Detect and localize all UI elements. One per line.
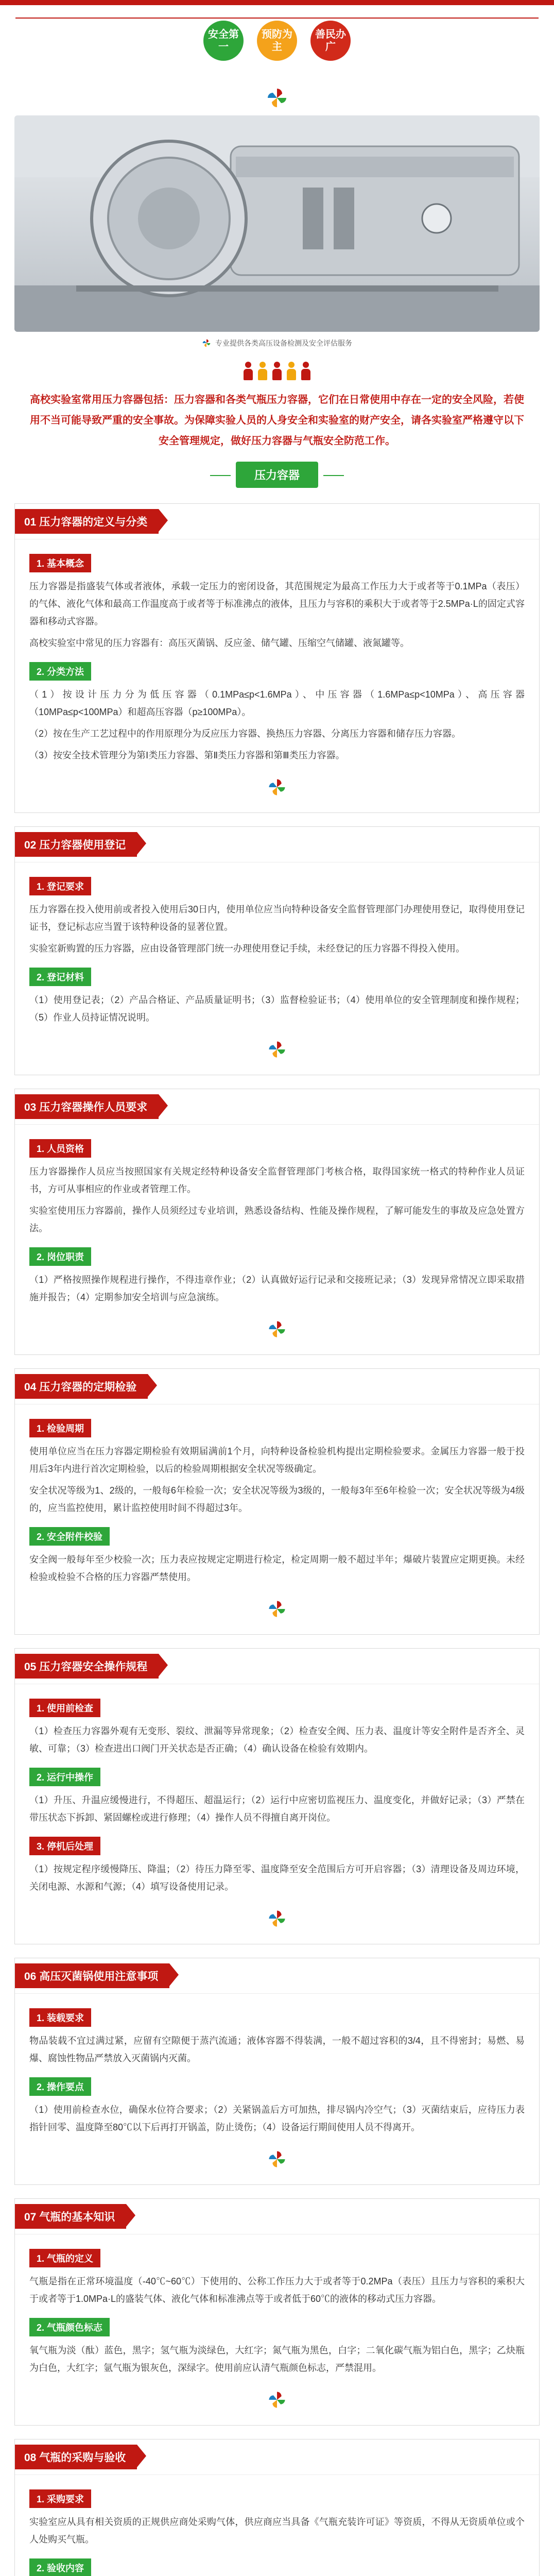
- autoclave-photo: [14, 115, 540, 332]
- section-header: [15, 504, 539, 539]
- subsection-label: 1. 基本概念: [29, 554, 91, 572]
- content-section: [14, 1368, 540, 1635]
- subsection-label: 1. 气瓶的定义: [29, 2249, 100, 2267]
- content-section: [14, 1648, 540, 1944]
- paragraph: 使用单位应当在压力容器定期检验有效期届满前1个月，向特种设备检验机构提出定期检验要求。金属压力容器一般于投用后3年内进行首次定期检验，以后的检验周期根据安全状况等级确定。: [29, 1446, 525, 1474]
- content-section: [14, 2198, 540, 2426]
- paragraph: （1）使用前检查水位，确保水位符合要求；（2）关紧锅盖后方可加热，排尽锅内冷空气；（3）灭菌结束后，应待压力表指针回零、温度降至80℃以下后再打开锅盖，防止烫伤；（4）设备运行期间使用人员不得离开。: [29, 2105, 525, 2132]
- pinwheel-icon: [267, 2149, 287, 2169]
- content-section: [14, 2439, 540, 2576]
- pinwheel-icon: [267, 1040, 287, 1059]
- section-header: [15, 1649, 539, 1684]
- subsection-label: 1. 使用前检查: [29, 1699, 100, 1717]
- person-icon: [272, 362, 282, 380]
- paragraph: 实验室使用压力容器前，操作人员须经过专业培训，熟悉设备结构、性能及操作规程，了解可能发生的事故及应急处置方法。: [29, 1206, 525, 1233]
- header-top-bar: [0, 0, 554, 5]
- ribbon-label: 压力容器: [236, 462, 318, 488]
- intro-text: 高校实验室常用压力容器包括：压力容器和各类气瓶压力容器，它们在日常使用中存在一定的安全风险，若使用不当可能导致严重的安全事故。为保障实验人员的人身安全和实验室的财产安全，请各实验室严格遵守以下安全管理规定，做好压力容器与气瓶安全防范工作。: [30, 394, 524, 447]
- paragraph: 气瓶是指在正常环境温度（-40℃~60℃）下使用的、公称工作压力大于或者等于0.2MPa（表压）且压力与容积的乘积大于或者等于1.0MPa·L的盛装气体、液化气体和标准沸点等于或者低于60℃的液体的移动式压力容器。: [29, 2276, 525, 2304]
- section-body: [15, 1404, 539, 1634]
- section-title: 02 压力容器使用登记: [15, 832, 137, 857]
- section-divider-logo: [29, 1590, 525, 1623]
- section-header: [15, 1958, 539, 1994]
- small-pinwheel-icon: [202, 338, 211, 348]
- pinwheel-icon: [267, 1909, 287, 1928]
- paragraph: 压力容器操作人员应当按照国家有关规定经特种设备安全监督管理部门考核合格，取得国家统一格式的特种作业人员证书，方可从事相应的作业或者管理工作。: [29, 1166, 525, 1194]
- subsection-label: 1. 检验周期: [29, 1419, 91, 1437]
- paragraph: （1）使用登记表；（2）产品合格证、产品质量证明书；（3）监督检验证书；（4）使用单位的安全管理制度和操作规程；（5）作业人员持证情况说明。: [29, 995, 525, 1023]
- person-icon: [258, 362, 267, 380]
- section-header: [15, 1369, 539, 1404]
- header-rule: [15, 18, 539, 19]
- pinwheel-icon: [267, 1599, 287, 1619]
- sections-container: [0, 503, 554, 2576]
- section-divider-logo: [29, 1900, 525, 1933]
- content-section: [14, 503, 540, 813]
- section-divider-logo: [29, 1310, 525, 1343]
- photo-caption: [0, 338, 554, 348]
- section-body: [15, 862, 539, 1075]
- section-divider-logo: [29, 2381, 525, 2414]
- section-divider-logo: [29, 768, 525, 801]
- subsection-label: 2. 操作要点: [29, 2077, 91, 2096]
- pinwheel-icon: [267, 2390, 287, 2410]
- badge-safety-first: 安全第一: [203, 21, 244, 61]
- section-title: 04 压力容器的定期检验: [15, 1374, 148, 1399]
- paragraph: （1）升压、升温应缓慢进行，不得超压、超温运行；（2）运行中应密切监视压力、温度变化，并做好记录；（3）严禁在带压状态下拆卸、紧固螺栓或进行修理；（4）操作人员不得擅自离开岗位。: [29, 1795, 525, 1823]
- paragraph: 高校实验室中常见的压力容器有：高压灭菌锅、反应釜、储气罐、压缩空气储罐、液氮罐等。: [29, 638, 409, 648]
- subsection-label: 2. 气瓶颜色标志: [29, 2318, 110, 2336]
- person-icon: [244, 362, 253, 380]
- section-divider-logo: [29, 1030, 525, 1063]
- subsection-label: 2. 运行中操作: [29, 1768, 100, 1786]
- section-body: [15, 2475, 539, 2576]
- section-body: [15, 539, 539, 812]
- subsection-label: 2. 分类方法: [29, 662, 91, 681]
- section-body: [15, 1684, 539, 1944]
- content-section: [14, 826, 540, 1075]
- paragraph: 氧气瓶为淡（酞）蓝色，黑字；氢气瓶为淡绿色，大红字；氮气瓶为黑色，白字；二氧化碳气瓶为铝白色，黑字；乙炔瓶为白色，大红字；氩气瓶为银灰色，深绿字。使用前应认清气瓶颜色标志，严禁混用。: [29, 2345, 525, 2373]
- paragraph: （2）按在生产工艺过程中的作用原理分为反应压力容器、换热压力容器、分离压力容器和储存压力容器。: [29, 728, 461, 739]
- section-header: [15, 827, 539, 862]
- header-band: [0, 5, 554, 82]
- subsection-label: 1. 登记要求: [29, 877, 91, 895]
- pinwheel-icon: [266, 87, 288, 109]
- autoclave-illustration: [14, 115, 540, 332]
- person-icon: [301, 362, 310, 380]
- paragraph: 安全状况等级为1、2级的，一般每6年检验一次；安全状况等级为3级的，一般每3年至6年检验一次；安全状况等级为4级的，应当监控使用，累计监控使用时间不得超过3年。: [29, 1485, 525, 1513]
- content-section: [14, 1089, 540, 1355]
- subsection-label: 1. 人员资格: [29, 1139, 91, 1158]
- paragraph: （1）按设计压力分为低压容器（0.1MPa≤p<1.6MPa）、中压容器（1.6MPa≤p<10MPa）、高压容器（10MPa≤p<100MPa）和超高压容器（p≥100MPa）。: [29, 689, 525, 717]
- content-section: [14, 1958, 540, 2185]
- paragraph: 压力容器是指盛装气体或者液体，承载一定压力的密闭设备，其范围规定为最高工作压力大于或者等于0.1MPa（表压）的气体、液化气体和最高工作温度高于或者等于标准沸点的液体，且压力与容积的乘积大于或者等于2.5MPa·L的固定式容器和移动式容器。: [29, 581, 525, 626]
- paragraph: 实验室新购置的压力容器，应由设备管理部门统一办理使用登记手续，未经登记的压力容器不得投入使用。: [29, 943, 465, 954]
- subsection-label: 3. 停机后处理: [29, 1837, 100, 1855]
- paragraph: 安全阀一般每年至少校验一次；压力表应按规定定期进行检定，检定周期一般不超过半年；爆破片装置应定期更换。未经检验或检验不合格的压力容器严禁使用。: [29, 1554, 525, 1582]
- section-title: 01 压力容器的定义与分类: [15, 509, 159, 534]
- paragraph: （1）按规定程序缓慢降压、降温；（2）待压力降至零、温度降至安全范围后方可开启容器；（3）清理设备及周边环境，关闭电源、水源和气源；（4）填写设备使用记录。: [29, 1864, 525, 1892]
- paragraph: 物品装载不宜过满过紧，应留有空隙便于蒸汽流通；液体容器不得装满，一般不超过容积的3/4，且不得密封；易燃、易爆、腐蚀性物品严禁放入灭菌锅内灭菌。: [29, 2036, 525, 2063]
- people-row: [0, 362, 554, 380]
- subsection-label: 2. 岗位职责: [29, 1247, 91, 1266]
- subsection-label: 1. 采购要求: [29, 2489, 91, 2508]
- section-ribbon: [0, 462, 554, 488]
- photo-caption-text: 专业提供各类高压设备检测及安全评估服务: [215, 339, 352, 347]
- pinwheel-icon: [267, 1319, 287, 1339]
- badge-prevention: 预防为主: [257, 21, 297, 61]
- subsection-label: 2. 安全附件校验: [29, 1527, 110, 1546]
- section-divider-logo: [29, 2140, 525, 2173]
- paragraph: （1）检查压力容器外观有无变形、裂纹、泄漏等异常现象；（2）检查安全阀、压力表、温度计等安全附件是否齐全、灵敏、可靠；（3）检查进出口阀门开关状态是否正确；（4）确认设备在检验有效期内。: [29, 1726, 525, 1754]
- person-icon: [287, 362, 296, 380]
- subsection-label: 2. 验收内容: [29, 2558, 91, 2576]
- pinwheel-icon: [267, 777, 287, 797]
- section-header: [15, 1089, 539, 1125]
- section-title: 05 压力容器安全操作规程: [15, 1654, 159, 1679]
- paragraph: 压力容器在投入使用前或者投入使用后30日内，使用单位应当向特种设备安全监督管理部门办理使用登记，取得使用登记证书，登记标志应当置于该特种设备的显著位置。: [29, 904, 525, 932]
- section-body: [15, 1125, 539, 1354]
- paragraph: 实验室应从具有相关资质的正规供应商处采购气体，供应商应当具备《气瓶充装许可证》等资质，不得从无资质单位或个人处购买气瓶。: [29, 2517, 525, 2545]
- section-title: 07 气瓶的基本知识: [15, 2204, 126, 2229]
- section-header: [15, 2439, 539, 2475]
- section-title: 06 高压灭菌锅使用注意事项: [15, 1963, 169, 1988]
- section-title: 03 压力容器操作人员要求: [15, 1094, 159, 1119]
- header-badges: [0, 21, 554, 61]
- subsection-label: 1. 装载要求: [29, 2008, 91, 2027]
- paragraph: （1）严格按照操作规程进行操作，不得违章作业；（2）认真做好运行记录和交接班记录；（3）发现异常情况立即采取措施并报告；（4）定期参加安全培训与应急演练。: [29, 1275, 525, 1302]
- badge-governance: 善民办广: [310, 21, 351, 61]
- section-body: [15, 2234, 539, 2425]
- section-header: [15, 2199, 539, 2234]
- paragraph: （3）按安全技术管理分为第Ⅰ类压力容器、第Ⅱ类压力容器和第Ⅲ类压力容器。: [29, 750, 345, 760]
- section-title: 08 气瓶的采购与验收: [15, 2445, 137, 2469]
- subsection-label: 2. 登记材料: [29, 968, 91, 986]
- section-body: [15, 1994, 539, 2184]
- pinwheel-logo: [0, 87, 554, 109]
